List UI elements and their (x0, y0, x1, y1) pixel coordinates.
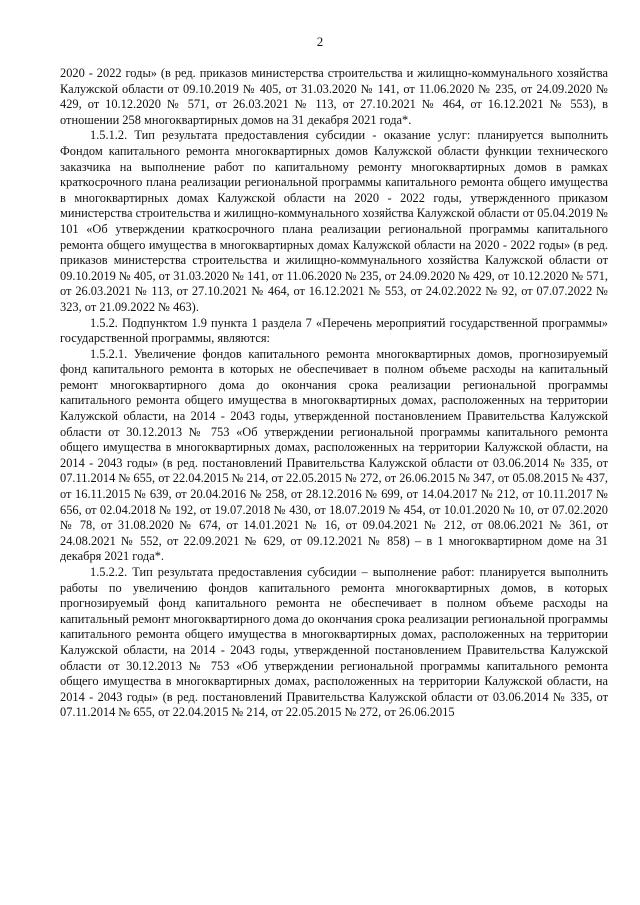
paragraph-1: 2020 - 2022 годы» (в ред. приказов министерства строительства и жилищно-коммунального хозяйства Калужской области от 09.10.2019 № 405, от 31.03.2020 № 141, от 11.06.2020 № 235, от 24.09.2020 № 429, от 10.12.2020 № 571, от 26.03.2021 № 113, от 27.10.2021 № 464, от 16.12.2021 № 553), в отношении 258 многоквартирных домов на 31 декабря 2021 года*. (60, 66, 608, 127)
page-number: 2 (316, 34, 324, 49)
paragraph-1-5-2-2: 1.5.2.2. Тип результата предоставления субсидии – выполнение работ: планируется выполнить работы по увеличению фондов капитального ремонта многоквартирных домов, в которых прогнозируемый фонд капитального ремонта не обеспечивает в полном объеме расходы на капитальный ремонт многоквартирного дома до окончания срока реализации региональной программы капитального ремонта общего имущества в многоквартирных домах, расположенных на территории Калужской области, на 2014 - 2043 годы, утвержденной постановлением Правительства Калужской области от 30.12.2013 № 753 «Об утверждении региональной программы капитального ремонта общего имущества в многоквартирных домах, расположенных на территории Калужской области, на 2014 - 2043 годы» (в ред. постановлений Правительства Калужской области от 03.06.2014 № 335, от 07.11.2014 № 655, от 22.04.2015 № 214, от 22.05.2015 № 272, от 26.06.2015 (60, 565, 608, 720)
document-body (60, 66, 608, 721)
paragraph-1-5-2-1: 1.5.2.1. Увеличение фондов капитального ремонта многоквартирных домов, прогнозируемый фонд капитального ремонта в которых не обеспечивает в полном объеме расходы на капитальный ремонт многоквартирного дома до окончания срока реализации региональной программы капитального ремонта общего имущества в многоквартирных домах, расположенных на территории Калужской области, на 2014 - 2043 годы, утвержденной постановлением Правительства Калужской области от 30.12.2013 № 753 «Об утверждении региональной программы капитального ремонта общего имущества в многоквартирных домах, расположенных на территории Калужской области, на 2014 - 2043 годы» (в ред. постановлений Правительства Калужской области от 03.06.2014 № 335, от 07.11.2014 № 655, от 22.04.2015 № 214, от 22.05.2015 № 272, от 26.06.2015 № 347, от 05.08.2015 № 437, от 16.11.2015 № 639, от 20.04.2016 № 258, от 28.12.2016 № 699, от 14.04.2017 № 212, от 10.11.2017 № 656, от 02.04.2018 № 192, от 19.07.2018 № 430, от 18.07.2019 № 454, от 10.01.2020 № 10, от 07.02.2020 № 78, от 31.08.2020 № 674, от 14.01.2021 № 16, от 09.04.2021 № 212, от 08.06.2021 № 361, от 24.08.2021 № 552, от 22.09.2021 № 629, от 09.12.2021 № 858) – в 1 многоквартирном доме на 31 декабря 2021 года*. (60, 346, 608, 564)
paragraph-1-5-1-2: 1.5.1.2. Тип результата предоставления субсидии - оказание услуг: планируется выполнить Фондом капитального ремонта многоквартирных домов Калужской области функции технического заказчика на выполнение работ по капитальному ремонту многоквартирных домов в рамках краткосрочного плана реализации региональной программы капитального ремонта общего имущества в многоквартирных домах Калужской области на 2020 - 2022 годы, утвержденного приказом министерства строительства и жилищно-коммунального хозяйства Калужской области от 05.04.2019 № 101 «Об утверждении краткосрочного плана реализации региональной программы капитального ремонта общего имущества в многоквартирных домах Калужской области на 2020 - 2022 годы» (в ред. приказов министерства строительства и жилищно-коммунального хозяйства Калужской области от 09.10.2019 № 405, от 31.03.2020 № 141, от 11.06.2020 № 235, от 24.09.2020 № 429, от 10.12.2020 № 571, от 26.03.2021 № 113, от 27.10.2021 № 464, от 16.12.2021 № 553, от 24.02.2022 № 92, от 07.07.2022 № 323, от 21.09.2022 № 463). (60, 128, 608, 314)
paragraph-1-5-2: 1.5.2. Подпунктом 1.9 пункта 1 раздела 7 «Перечень мероприятий государственной программы» государственной программы, являются: (60, 315, 608, 346)
